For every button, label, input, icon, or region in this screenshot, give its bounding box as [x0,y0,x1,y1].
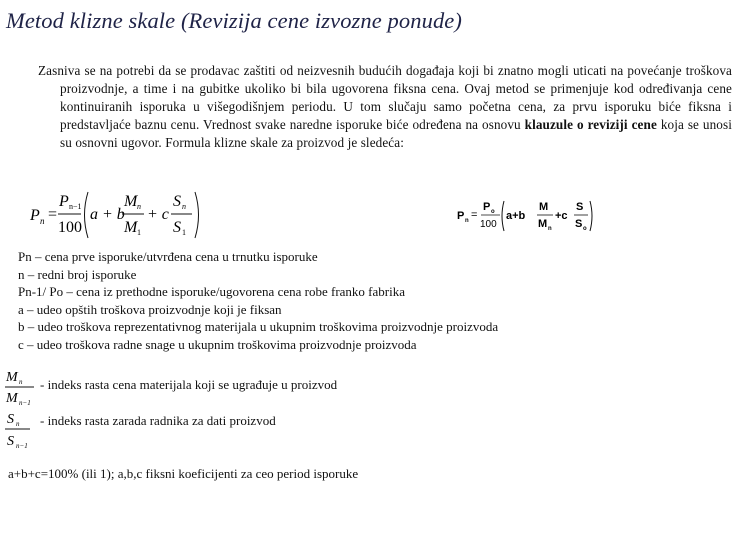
intro-text-end: koja se unosi su osnovni ugovor. Formula klizne skale za proizvod je sledeća: [60,117,732,150]
index-s-num: S [7,412,14,427]
index-s-num-sub: n [16,420,20,428]
definition-item: a – udeo opštih troškova proizvodnje koji je fiksan [18,301,282,317]
definition-item: Pn – cena prve isporuke/utvrđena cena u trnutku isporuke [18,249,318,264]
formula-left-c: + c [147,206,169,223]
index-m-den: M [6,391,18,406]
formula-left-m-num-sub: n [137,202,141,211]
index-m-text: - indeks rasta cena materijala koji se ugrađuje u proizvod [40,377,338,392]
index-s-den: S [7,434,14,449]
formula-right-lhs: P [457,210,465,222]
formula-left-s-den: S [173,219,181,236]
formula-right [456,196,596,236]
formula-left-s-num-sub: n [182,202,186,211]
formula-right-lhs-sub: n [465,218,469,224]
formula-right-ab: a+b [506,210,526,222]
formula-right-paren-open [502,201,504,231]
formula-left-lhs: P [30,207,40,224]
formula-right-frac-den: 100 [480,219,497,230]
index-m-den-sub: n−1 [19,399,31,407]
definitions-list [18,248,708,354]
index-s-den-sub: n−1 [16,442,28,450]
formula-right-equals: = [471,209,478,221]
formula-right-frac-num: P [483,201,491,213]
index-m-num: M [6,370,18,385]
formula-left-frac-den: 100 [58,219,82,236]
index-m-fraction [4,366,38,413]
formula-left-frac-num: P [59,193,69,210]
index-m-num-sub: n [19,378,23,386]
page-title: Metod klizne skale (Revizija cene izvozne ponude) [6,8,462,33]
index-s-text: - indeks rasta zarada radnika za dati proizvod [40,413,276,428]
definition-item: c – udeo troškova radne snage u ukupnim troškovima proizvodnje proizvoda [18,336,417,352]
formula-right-m-num: M [539,201,549,213]
formula-left-ab: a + b [90,206,125,223]
intro-text-start: Zasniva se na potrebi da se prodavac zaštiti od neizvesnih budućih događaja koji bi znatno mogli uticati na povećanje troškova proizvodnje, a time i na gubitke ukoliko bi bila ugovorena fiksna cena. Ovaj metod se primenjuje kod određivanja cene kontinuiranih isporuka u višegodišnjem periodu. U tom slučaju samo početna cena, za prvu isporuku biće fiksna i predstavljaće baznu cenu. Vrednost svake naredne isporuke biće određena na osnovu [38,63,732,132]
footer-note: a+b+c=100% (ili 1); a,b,c fiksni koeficijenti za ceo period isporuke [8,466,359,481]
formula-right-c: +c [555,210,568,222]
formula-right-m-den: M [538,218,548,230]
formula-left-paren-close [195,192,199,238]
formula-right-m-den-sub: n [548,226,552,232]
formula-right-paren-close [590,201,592,231]
intro-bold-term: klauzule o reviziji cene [524,117,657,132]
formula-left-frac-num-sub: n−1 [69,202,82,211]
formula-left-paren-open [85,192,89,238]
formula-left-s-num: S [173,193,181,210]
formula-left-equals: = [48,206,58,223]
definition-item: b – udeo troškova reprezentativnog materijala u ukupnim troškovima proizvodnje proizvoda [18,319,499,335]
formula-left-s-den-sub: 1 [182,228,186,237]
definition-item: n – redni broj isporuke [18,266,137,282]
formula-left-m-num: M [124,193,138,210]
formula-left [28,186,208,244]
formula-left-lhs-sub: n [40,216,45,226]
formula-left-m-den: M [124,219,138,236]
formula-right-s-num: S [576,201,584,213]
formula-right-frac-num-sub: o [491,209,495,215]
formula-right-s-den: S [575,218,583,230]
index-s-fraction [4,408,38,457]
formula-left-m-den-sub: 1 [137,228,141,237]
formula-right-s-den-sub: o [583,226,587,232]
definition-item: Pn-1/ Po – cena iz prethodne isporuke/ugovorena cena robe franko fabrika [18,284,405,300]
intro-paragraph [38,62,732,152]
